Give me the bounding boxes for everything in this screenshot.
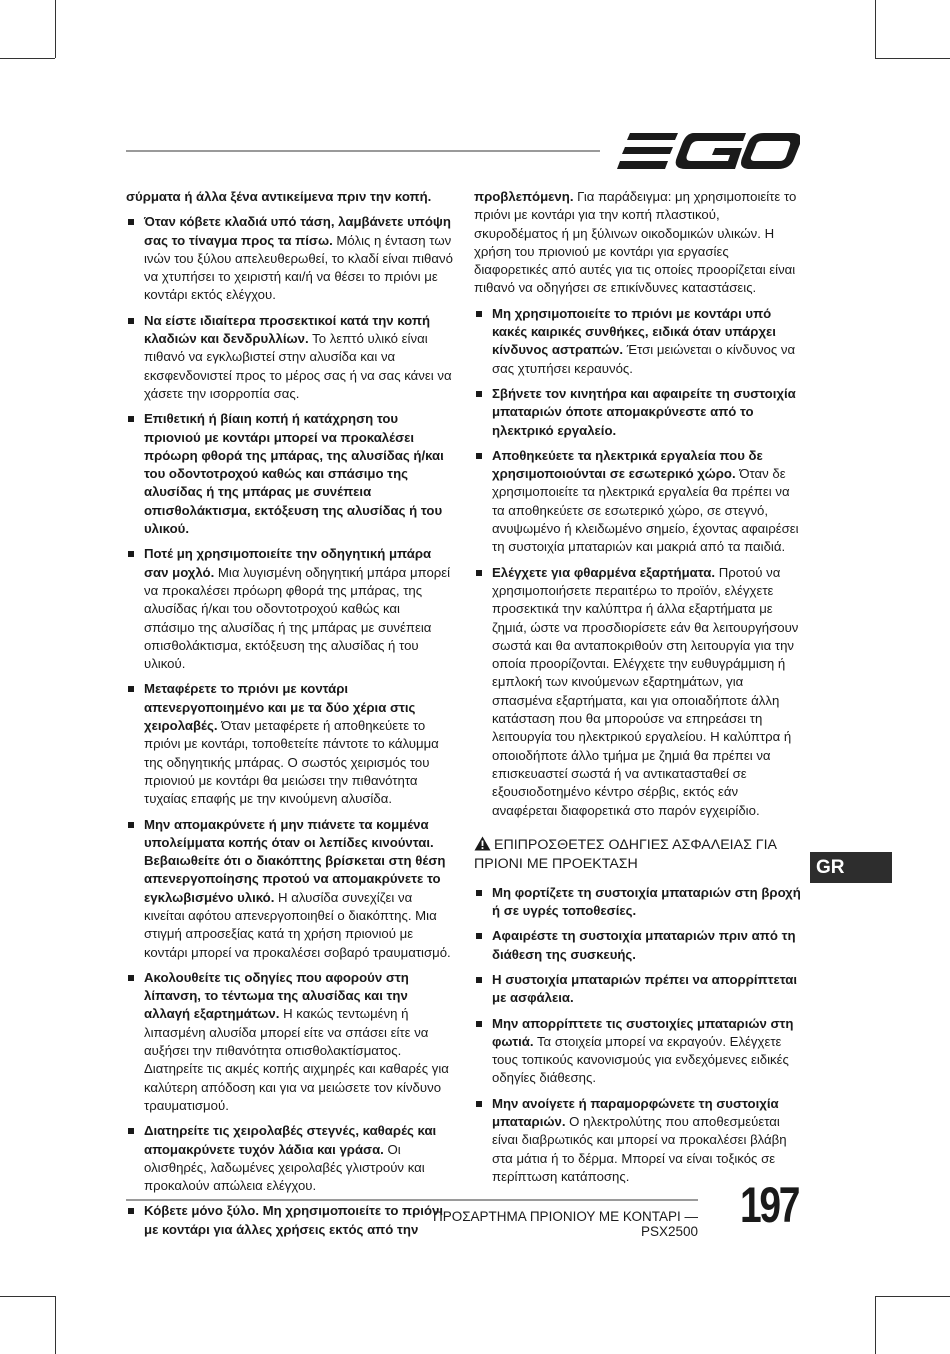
warning-triangle-icon (474, 836, 491, 851)
bullet-item (474, 1015, 802, 1088)
bullet-item (126, 312, 454, 403)
bullet-item (474, 971, 802, 1008)
bullet-item (474, 447, 802, 557)
crop-mark (0, 58, 55, 59)
bullet-item-lead: Ποτέ μη χρησιμοποιείτε την οδηγητική μπάρα σαν μοχλό. (144, 546, 432, 580)
crop-mark (875, 1296, 950, 1297)
bullet-item (126, 410, 454, 538)
bullet-item-text: Τα στοιχεία μπορεί να εκραγούν. Ελέγχετε τους τοπικούς κανονισμούς για ενδεχόμενες ειδικές οδηγίες διάθεσης. (492, 1033, 789, 1086)
bullet-item-text: Μια λυγισμένη οδηγητική μπάρα μπορεί να προκαλέσει πρόωρη φθορά της μπάρας, της αλυσίδας ή/και του οδοντοτροχού καθώς και σπάσιμο της αλυσίδας ή της μπάρας με συνέπεια οπισθολάκτισμα, εκτόξευση της αλυσίδας ή του υλικού. (144, 564, 451, 672)
bullet-item-text: Όταν μεταφέρετε ή αποθηκεύετε το πριόνι με κοντάρι, τοποθετείτε πάντοτε το κάλυμμα της οδηγητικής μπάρας. Ο σωστός χειρισμός του πριονιού με κοντάρι θα μειώσει την πιθανότητα τυχαίας επαφής με την κινούμενη αλυσίδα. (144, 718, 439, 807)
bullet-item-lead: Μην ανοίγετε ή παραμορφώνετε τη συστοιχία μπαταριών. (492, 1095, 779, 1130)
language-tab: GR (810, 852, 892, 883)
bullet-item-lead: Ακολουθείτε τις οδηγίες που αφορούν στη λίπανση, το τέντωμα της αλυσίδας και την αλλαγή εξαρτημάτων. (144, 969, 409, 1022)
ego-logo (616, 131, 800, 171)
crop-mark (55, 0, 56, 58)
bullet-item (126, 680, 454, 808)
bullet-item (474, 884, 802, 921)
bullet-item-lead: Όταν κόβετε κλαδιά υπό τάση, λαμβάνετε υπόψη σας το τίναγμα προς τα πίσω. (144, 214, 451, 248)
bullet-item-text: Οι ολισθηρές, λαδωμένες χειρολαβές γλιστρούν και προκαλούν απώλεια ελέγχου. (144, 1141, 425, 1194)
crop-mark (875, 0, 876, 58)
bullet-item-text: Έτσι μειώνεται ο κίνδυνος να σας χτυπήσει κεραυνός. (492, 342, 796, 376)
bullet-item-text: Μόλις η ένταση των ινών του ξύλου απελευθερωθεί, το κλαδί είναι πιθανό να χτυπήσει το χειριστή και/ή να θέσει το πριόνι με κοντάρι εκτός ελέγχου. (144, 232, 453, 303)
bullet-item-lead: Κόβετε μόνο ξύλο. Μη χρησιμοποιείτε το πριόνι με κοντάρι για άλλες χρήσεις εκτός από την (144, 1203, 444, 1237)
bullet-item-lead: Μεταφέρετε το πριόνι με κοντάρι απενεργοποιημένο και με τα δύο χέρια στις χειρολαβές. (144, 681, 416, 734)
bullet-item (474, 564, 802, 820)
bullet-item-text: Η κακώς τεντωμένη ή λιπασμένη αλυσίδα μπορεί είτε να σπάσει είτε να αυξήσει την πιθανότητα οπισθολακτίσματος. Διατηρείτε τις ακμές κοπής αιχμηρές και καθαρές για καλύτερη απόδοση και για να μειώσετε τον κίνδυνο τραυματισμού. (144, 1006, 449, 1113)
bullet-item (474, 385, 802, 440)
crop-mark (875, 58, 950, 59)
bullet-item-lead: Μη χρησιμοποιείτε το πριόνι με κοντάρι υπό κακές καιρικές συνθήκες, ειδικά όταν υπάρχει κίνδυνος αστραπών. (492, 305, 776, 358)
bullet-item-lead: Ελέγχετε για φθαρμένα εξαρτήματα. (492, 564, 716, 580)
bullet-item (126, 969, 454, 1115)
crop-mark (875, 1296, 876, 1354)
bullet-item-lead: Επιθετική ή βίαιη κοπή ή κατάχρηση του πριονιού με κοντάρι μπορεί να προκαλέσει πρόωρη φθορά της μπάρας, της αλυσίδας ή/και του οδοντοτροχού καθώς και σπάσιμο της αλυσίδας ή της μπάρας με συνέπεια οπισθολάκτισμα, εκτόξευση της αλυσίδας ή του υλικού. (144, 411, 444, 537)
bullet-item (474, 927, 802, 964)
bullet-item (474, 305, 802, 378)
continued-text: σύρματα ή άλλα ξένα αντικείμενα πριν την κοπή. (126, 189, 432, 204)
bullet-item-text: Προτού να χρησιμοποιήσετε περαιτέρω το προϊόν, ελέγχετε προσεκτικά την καλύπτρα ή άλλα εξαρτήματα με ζημιά, ώστε να προσδιορίσετε εάν θα λειτουργήσουν σωστά και θα ανταποκριθούν στη λειτουργία για την οποία προορίζονται. Ελέγχετε την ευθυγράμμιση ή εμπλοκή των κινούμενων εξαρτημάτων, για σπασμένα εξαρτήματα, και για οποιαδήποτε άλλη κατάσταση που θα μπορούσε να επηρεάσει τη λειτουργία του ηλεκτρικού εργαλείου. Η καλύπτρα ή οποιοδήποτε άλλο τμήμα με ζημιά θα πρέπει να επισκευαστεί σωστά ή να αντικατασταθεί σε εξουσιοδοτημένο κέντρο σέρβις, εκτός εάν αναφέρεται διαφορετικά στο παρόν εγχειρίδιο. (492, 564, 799, 818)
bullet-item-text: Η αλυσίδα συνεχίζει να κινείται αφότου απενεργοποιηθεί ο διακόπτης. Μια στιγμή απροσεξίας κατά τη χρήση πριονιού με κοντάρι μπορεί να προκαλέσει σοβαρό τραυματισμό. (144, 889, 451, 960)
bullet-item (474, 1095, 802, 1186)
header-rule (126, 150, 600, 152)
bullet-item-lead: Να είστε ιδιαίτερα προσεκτικοί κατά την κοπή κλαδιών και δενδρυλλίων. (144, 312, 431, 347)
bullet-item-text: Όταν δε χρησιμοποιείτε τα ηλεκτρικά εργαλεία θα πρέπει να τα αποθηκεύετε σε εσωτερικό χώρο, σε στεγνό, ανυψωμένο ή κλειδωμένο σημείο, έχοντας αφαιρέσει τη συστοιχία μπαταριών και μακριά από τα παιδιά. (492, 466, 799, 555)
bullet-item (126, 1122, 454, 1195)
crop-mark (55, 1296, 56, 1354)
crop-mark (0, 1296, 55, 1297)
bullet-item-lead: Μην απομακρύνετε ή μην πιάνετε τα κομμένα υπολείμματα κοπής όταν οι λεπίδες κινούνται. Βεβαιωθείτε ότι ο διακόπτης βρίσκεται στη θέση απενεργοποίησης προτού να απομακρύνετε το εγκλωβισμένο υλικό. (144, 816, 446, 905)
page-number: 197 (740, 1177, 799, 1233)
bullet-item-lead: Διατηρείτε τις χειρολαβές στεγνές, καθαρές και απομακρύνετε τυχόν λάδια και γράσα. (144, 1123, 437, 1157)
bullet-item-lead: Η συστοιχία μπαταριών πρέπει να απορρίπτεται με ασφάλεια. (492, 971, 798, 1006)
bullet-item (126, 545, 454, 673)
bullet-item-text: Το λεπτό υλικό είναι πιθανό να εγκλωβιστεί στην αλυσίδα και να εκσφενδονιστεί προς το μέρος σας ή να σας κάνει να χάσετε την ισορροπία σας. (144, 331, 452, 401)
continued-text: προβλεπόμενη. Για παράδειγμα: μη χρησιμοποιείτε το πριόνι με κοντάρι για την κοπή πλαστικού, σκυροδέματος ή μη ξύλινων οικοδομικών υλικών. Η χρήση του πριονιού με κοντάρι για εργασίες διαφορετικές από αυτές για τις οποίες προορίζεται είναι πιθανό να οδηγήσει σε επικίνδυνες καταστάσεις. (474, 189, 797, 296)
bullet-item-lead: Αφαιρέστε τη συστοιχία μπαταριών πριν από τη διάθεση της συσκευής. (492, 928, 796, 962)
bullet-item-text: Ο ηλεκτρολύτης που αποθεσμεύεται είναι διαβρωτικός και μπορεί να προκαλέσει βλάβη στα μάτια ή το δέρμα. Μπορεί να είναι τοξικός σε περίπτωση κατάποσης. (492, 1114, 787, 1184)
footer-title: ΠΡΟΣΑΡΤΗΜΑ ΠΡΙΟΝΙΟΥ ΜΕ ΚΟΝΤΑΡΙ — PSX2500 (432, 1209, 698, 1239)
bullet-item-lead: Αποθηκεύετε τα ηλεκτρικά εργαλεία που δε χρησιμοποιούνται σε εσωτερικό χώρο. (492, 447, 763, 482)
bullet-item-lead: Μην απορρίπτετε τις συστοιχίες μπαταριών στη φωτιά. (492, 1015, 794, 1049)
left-column (126, 188, 454, 1246)
bullet-item (126, 213, 454, 304)
bullet-item (126, 816, 454, 962)
bullet-item-lead: Σβήνετε τον κινητήρα και αφαιρείτε τη συστοιχία μπαταριών όποτε απομακρύνεστε από το ηλεκτρικό εργαλείο. (492, 385, 796, 438)
warning-section-heading: ΕΠΙΠΡΟΣΘΕΤΕΣ ΟΔΗΓΙΕΣ ΑΣΦΑΛΕΙΑΣ ΓΙΑ ΠΡΙΟΝΙ ΜΕ ΠΡΟΕΚΤΑΣΗ (474, 836, 777, 872)
right-column (474, 188, 802, 1193)
footer-rule (126, 1199, 698, 1201)
bullet-item-lead: Μη φορτίζετε τη συστοιχία μπαταριών στη βροχή ή σε υγρές τοποθεσίες. (492, 884, 801, 919)
